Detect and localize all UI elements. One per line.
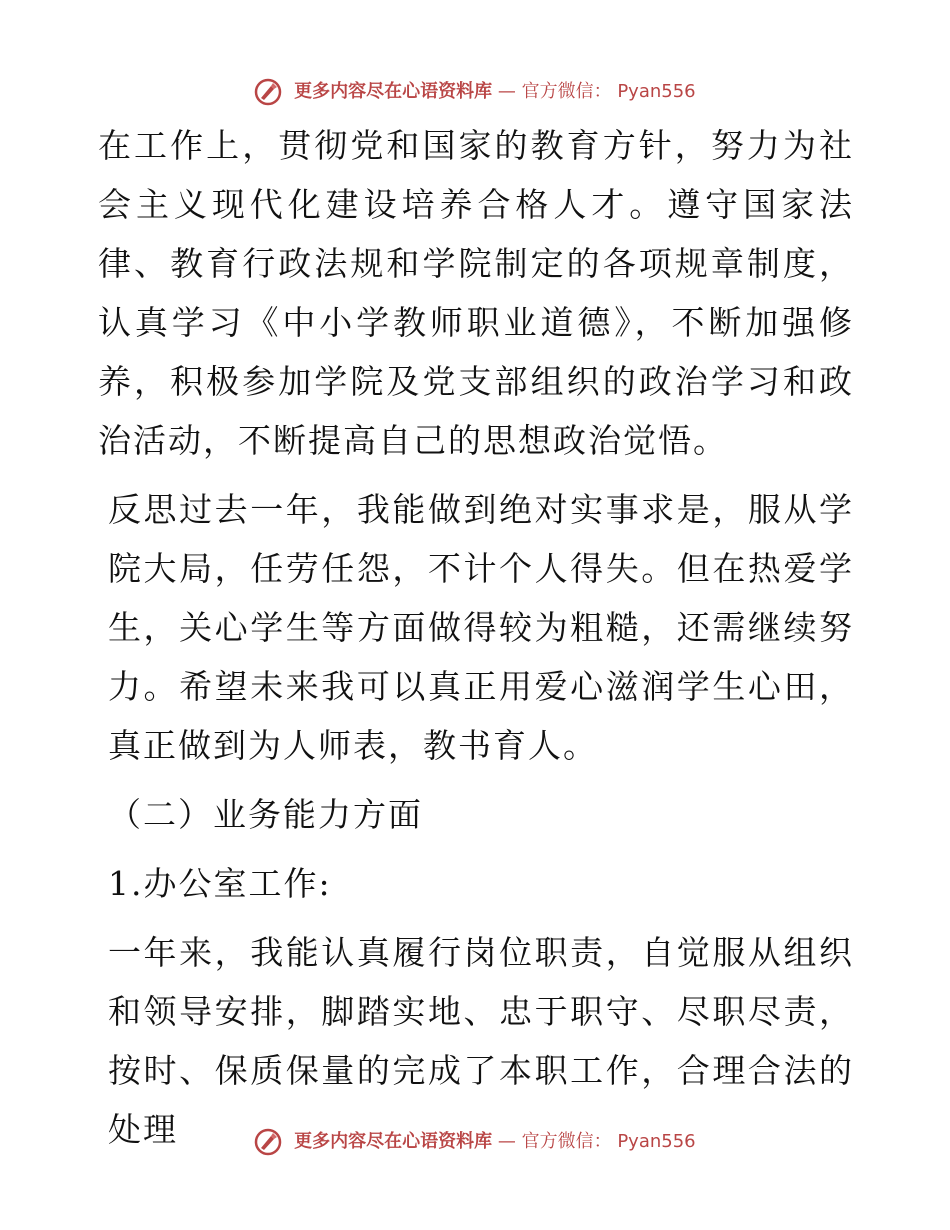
watermark-text: 更多内容尽在心语资料库 [294, 81, 493, 102]
watermark-text: 更多内容尽在心语资料库 [294, 1131, 493, 1152]
section-heading: （二）业务能力方面 [108, 795, 423, 834]
watermark-header [0, 78, 950, 106]
watermark-id: Pyan556 [617, 1131, 696, 1152]
paragraph-2: 反思过去一年，我能做到绝对实事求是，服从学院大局，任劳任怨，不计个人得失。但在热爱学生，关心学生等方面做得较为粗糙，还需继续努力。希望未来我可以真正用爱心滋润学生心田，真正做到为人师表，教书育人。 [108, 490, 854, 765]
pen-circle-icon [254, 78, 282, 106]
pen-circle-icon [254, 1128, 282, 1156]
watermark-footer [0, 1128, 950, 1156]
paragraph-1: 在工作上，贯彻党和国家的教育方针，努力为社会主义现代化建设培养合格人才。遵守国家法律、教育行政法规和学院制定的各项规章制度，认真学习《中小学教师职业道德》，不断加强修养，积极参加学院及党支部组织的政治学习和政治活动，不断提高自己的思想政治觉悟。 [98, 126, 854, 460]
watermark-label: 官方微信： [521, 81, 612, 102]
watermark-dash: — [497, 1131, 516, 1152]
watermark-label: 官方微信： [521, 1131, 612, 1152]
paragraph-3: 一年来，我能认真履行岗位职责，自觉服从组织和领导安排，脚踏实地、忠于职守、尽职尽责，按时、保质保量的完成了本职工作，合理合法的处理 [108, 933, 854, 1149]
subsection-heading: 1.办公室工作: [108, 864, 332, 903]
watermark-id: Pyan556 [617, 81, 696, 102]
watermark-dash: — [497, 81, 516, 102]
document-body [98, 116, 854, 1159]
